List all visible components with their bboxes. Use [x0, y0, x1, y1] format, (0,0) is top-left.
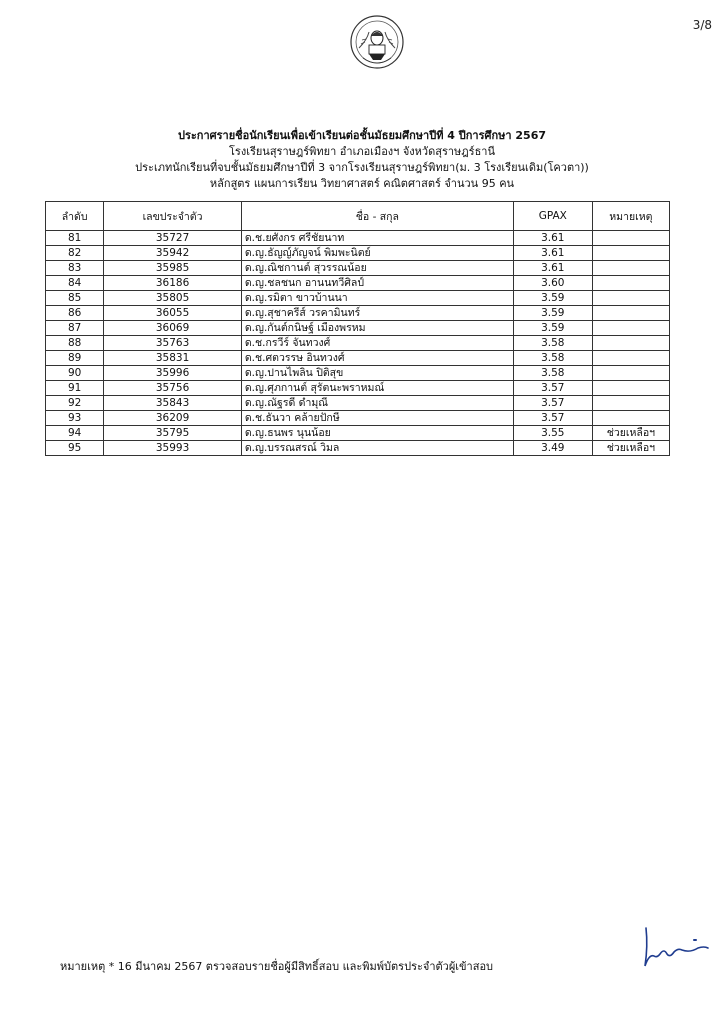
table-row [46, 411, 670, 426]
header-gpax: GPAX [513, 202, 592, 231]
cell-gpax: 3.57 [513, 381, 592, 396]
cell-student-id: 36209 [104, 411, 242, 426]
program-line: หลักสูตร แผนการเรียน วิทยาศาสตร์ คณิตศาสตร์ จำนวน 95 คน [209, 177, 515, 190]
category-line: ประเภทนักเรียนที่จบชั้นมัธยมศึกษาปีที่ 3 จากโรงเรียนสุราษฎร์พิทยา(ม. 3 โรงเรียนเดิม(โควตา)) [135, 161, 589, 174]
school-line: โรงเรียนสุราษฎร์พิทยา อำเภอเมืองฯ จังหวัดสุราษฎร์ธานี [229, 145, 495, 158]
cell-gpax: 3.57 [513, 411, 592, 426]
cell-student-id: 35763 [104, 336, 242, 351]
cell-sequence: 93 [46, 411, 104, 426]
cell-sequence: 90 [46, 366, 104, 381]
footer-note: หมายเหตุ * 16 มีนาคม 2567 ตรวจสอบรายชื่อผู้มีสิทธิ์สอบ และพิมพ์บัตรประจำตัวผู้เข้าสอบ [60, 960, 494, 973]
cell-full-name: ด.ญ.บรรณสรณ์ วิมล [241, 441, 513, 456]
cell-remarks [592, 261, 669, 276]
cell-remarks: ช่วยเหลือฯ [592, 426, 669, 441]
cell-full-name: ด.ญ.รมิตา ขาวบ้านนา [241, 291, 513, 306]
cell-full-name: ด.ช.ศตวรรษ อินทวงศ์ [241, 351, 513, 366]
cell-student-id: 35996 [104, 366, 242, 381]
handwritten-signature-icon [640, 920, 712, 972]
cell-student-id: 35942 [104, 246, 242, 261]
cell-sequence: 87 [46, 321, 104, 336]
cell-remarks [592, 276, 669, 291]
cell-sequence: 82 [46, 246, 104, 261]
cell-remarks [592, 351, 669, 366]
cell-student-id: 35831 [104, 351, 242, 366]
cell-remarks: ช่วยเหลือฯ [592, 441, 669, 456]
cell-sequence: 81 [46, 231, 104, 246]
cell-full-name: ด.ญ.ศุภกานต์ สุรัตนะพราหมณ์ [241, 381, 513, 396]
cell-sequence: 83 [46, 261, 104, 276]
cell-remarks [592, 381, 669, 396]
cell-sequence: 94 [46, 426, 104, 441]
cell-student-id: 35727 [104, 231, 242, 246]
cell-remarks [592, 231, 669, 246]
table-row [46, 336, 670, 351]
cell-remarks [592, 396, 669, 411]
cell-gpax: 3.58 [513, 351, 592, 366]
cell-remarks [592, 291, 669, 306]
cell-student-id: 35795 [104, 426, 242, 441]
cell-gpax: 3.58 [513, 336, 592, 351]
cell-sequence: 95 [46, 441, 104, 456]
table-row [46, 426, 670, 441]
school-emblem-icon [349, 14, 405, 70]
page-number: 3/8 [692, 18, 712, 32]
header-sequence: ลำดับ [46, 202, 104, 231]
cell-remarks [592, 366, 669, 381]
cell-full-name: ด.ญ.ธัญญ์ภัญจน์ พิมพะนิตย์ [241, 246, 513, 261]
cell-full-name: ด.ญ.ณิชกานต์ สุวรรณน้อย [241, 261, 513, 276]
table-row [46, 276, 670, 291]
cell-full-name: ด.ช.ยศังกร ศรีชัยนาท [241, 231, 513, 246]
cell-gpax: 3.61 [513, 261, 592, 276]
cell-sequence: 92 [46, 396, 104, 411]
cell-gpax: 3.61 [513, 231, 592, 246]
cell-gpax: 3.58 [513, 366, 592, 381]
header-remarks: หมายเหตุ [592, 202, 669, 231]
cell-student-id: 35805 [104, 291, 242, 306]
table-row [46, 366, 670, 381]
cell-remarks [592, 246, 669, 261]
table-row [46, 291, 670, 306]
cell-student-id: 35756 [104, 381, 242, 396]
table-row [46, 246, 670, 261]
cell-gpax: 3.55 [513, 426, 592, 441]
cell-full-name: ด.ญ.กันต์กนิษฐ์ เมืองพรหม [241, 321, 513, 336]
cell-full-name: ด.ญ.ณัฐรดี ดำมุณี [241, 396, 513, 411]
table-row [46, 396, 670, 411]
cell-student-id: 35985 [104, 261, 242, 276]
table-row [46, 261, 670, 276]
table-row [46, 321, 670, 336]
table-row [46, 306, 670, 321]
header-full-name: ชื่อ - สกุล [241, 202, 513, 231]
cell-student-id: 36069 [104, 321, 242, 336]
cell-gpax: 3.59 [513, 321, 592, 336]
student-roster-table [45, 201, 670, 456]
announcement-header [0, 128, 724, 192]
cell-full-name: ด.ญ.ธนพร นุนน้อย [241, 426, 513, 441]
cell-remarks [592, 336, 669, 351]
cell-student-id: 36055 [104, 306, 242, 321]
cell-sequence: 85 [46, 291, 104, 306]
cell-sequence: 84 [46, 276, 104, 291]
cell-sequence: 86 [46, 306, 104, 321]
cell-gpax: 3.60 [513, 276, 592, 291]
cell-gpax: 3.61 [513, 246, 592, 261]
cell-full-name: ด.ช.ธันวา คล้ายปักษี [241, 411, 513, 426]
cell-gpax: 3.49 [513, 441, 592, 456]
cell-gpax: 3.59 [513, 306, 592, 321]
table-row [46, 351, 670, 366]
cell-student-id: 35843 [104, 396, 242, 411]
table-row [46, 441, 670, 456]
cell-full-name: ด.ช.กรวีร์ จันทวงศ์ [241, 336, 513, 351]
cell-gpax: 3.59 [513, 291, 592, 306]
table-row [46, 231, 670, 246]
cell-full-name: ด.ญ.ปานไพลิน ปิติสุข [241, 366, 513, 381]
cell-remarks [592, 321, 669, 336]
cell-sequence: 91 [46, 381, 104, 396]
cell-student-id: 36186 [104, 276, 242, 291]
cell-full-name: ด.ญ.ชลชนก อานนทวีศิลป์ [241, 276, 513, 291]
table-header-row [46, 202, 670, 231]
header-student-id: เลขประจำตัว [104, 202, 242, 231]
cell-sequence: 88 [46, 336, 104, 351]
cell-remarks [592, 306, 669, 321]
announcement-title: ประกาศรายชื่อนักเรียนเพื่อเข้าเรียนต่อชั้นมัธยมศึกษาปีที่ 4 ปีการศึกษา 2567 [178, 129, 546, 142]
cell-student-id: 35993 [104, 441, 242, 456]
cell-remarks [592, 411, 669, 426]
table-body [46, 231, 670, 456]
table-row [46, 381, 670, 396]
cell-gpax: 3.57 [513, 396, 592, 411]
cell-full-name: ด.ญ.สุชาครีส์ วรคามินทร์ [241, 306, 513, 321]
cell-sequence: 89 [46, 351, 104, 366]
